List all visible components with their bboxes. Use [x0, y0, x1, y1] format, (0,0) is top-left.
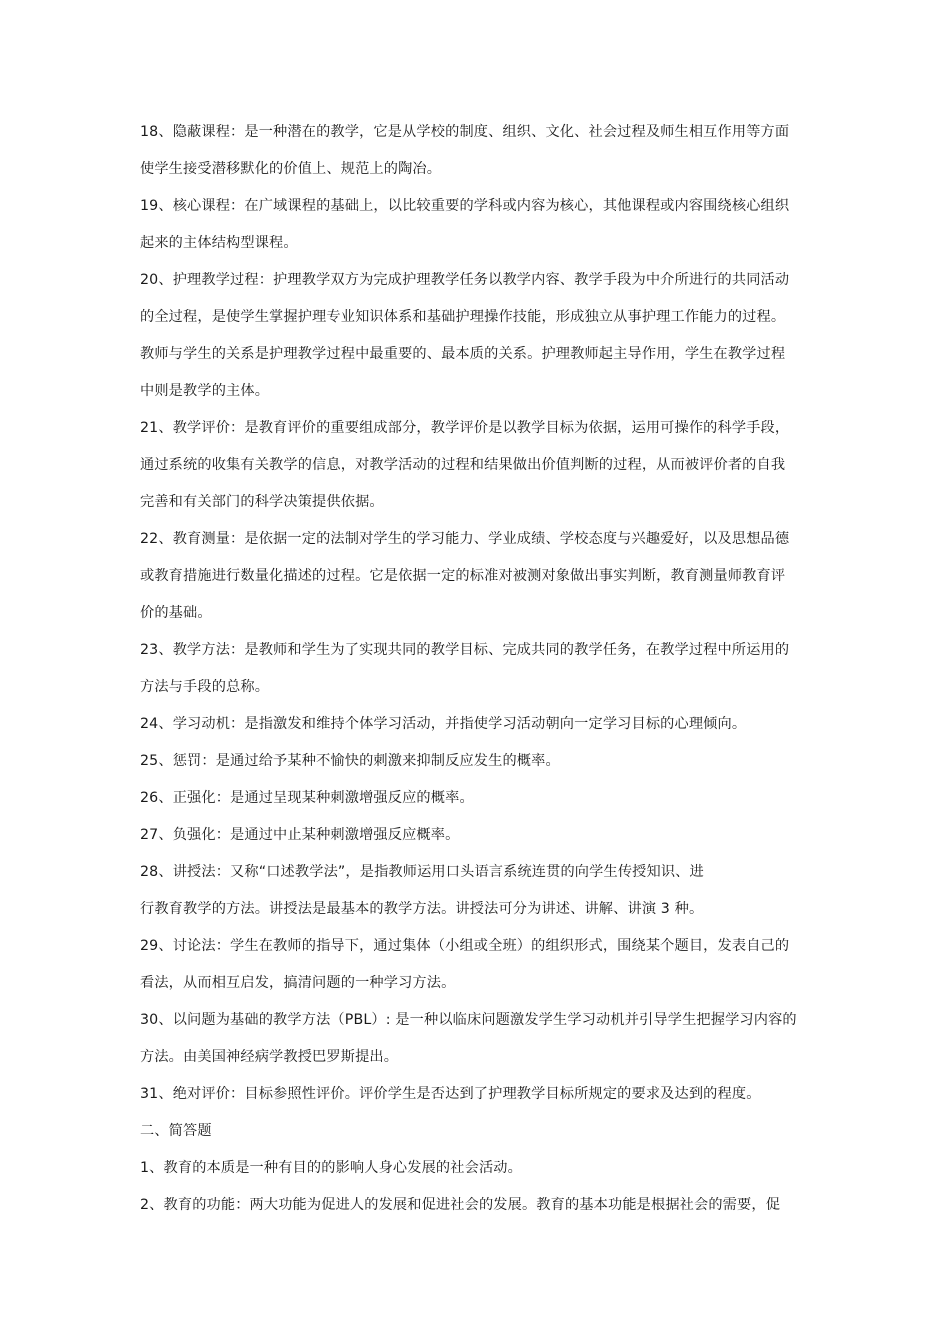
text-line: 行教育教学的方法。讲授法是最基本的教学方法。讲授法可分为讲述、讲解、讲演 3 种。 [140, 901, 704, 917]
text-line: 1、教育的本质是一种有目的的影响人身心发展的社会活动。 [140, 1160, 522, 1176]
document-body [140, 114, 816, 1224]
text-line: 25、惩罚：是通过给予某种不愉快的刺激来抑制反应发生的概率。 [140, 753, 560, 769]
text-line: 价的基础。 [140, 605, 212, 621]
text-line: 22、教育测量：是依据一定的法制对学生的学习能力、学业成绩、学校态度与兴趣爱好，以及思想品德 [140, 531, 790, 547]
text-line: 完善和有关部门的科学决策提供依据。 [140, 494, 384, 510]
text-line: 的全过程，是使学生掌握护理专业知识体系和基础护理操作技能，形成独立从事护理工作能力的过程。 [140, 309, 786, 325]
text-line: 2、教育的功能：两大功能为促进人的发展和促进社会的发展。教育的基本功能是根据社会的需要，促 [140, 1197, 781, 1213]
text-line: 29、讨论法：学生在教师的指导下，通过集体（小组或全班）的组织形式，围绕某个题目，发表自己的 [140, 938, 790, 954]
text-line: 起来的主体结构型课程。 [140, 235, 298, 251]
text-line: 通过系统的收集有关教学的信息，对教学活动的过程和结果做出价值判断的过程，从而被评价者的自我 [140, 457, 786, 473]
text-line: 21、教学评价：是教育评价的重要组成部分，教学评价是以教学目标为依据，运用可操作的科学手段， [140, 420, 790, 436]
text-line: 30、以问题为基础的教学方法（PBL）: 是一种以临床问题激发学生学习动机并引导学生把握学习内容的 [140, 1012, 797, 1028]
text-line: 24、学习动机：是指激发和维持个体学习活动，并指使学习活动朝向一定学习目标的心理倾向。 [140, 716, 747, 732]
text-line: 19、核心课程：在广域课程的基础上，以比较重要的学科或内容为核心，其他课程或内容围绕核心组织 [140, 198, 790, 214]
text-line: 看法，从而相互启发，搞清问题的一种学习方法。 [140, 975, 456, 991]
text-line: 方法与手段的总称。 [140, 679, 270, 695]
text-line: 或教育措施进行数量化描述的过程。它是依据一定的标准对被测对象做出事实判断，教育测量师教育评 [140, 568, 786, 584]
text-line: 28、讲授法：又称“口述教学法”，是指教师运用口头语言系统连贯的向学生传授知识、进 [140, 864, 704, 880]
text-line: 23、教学方法：是教师和学生为了实现共同的教学目标、完成共同的教学任务，在教学过程中所运用的 [140, 642, 790, 658]
text-line: 26、正强化：是通过呈现某种刺激增强反应的概率。 [140, 790, 474, 806]
section-heading: 二、简答题 [140, 1123, 212, 1139]
text-line: 使学生接受潜移默化的价值上、规范上的陶冶。 [140, 161, 442, 177]
text-line: 18、隐蔽课程：是一种潜在的教学，它是从学校的制度、组织、文化、社会过程及师生相互作用等方面 [140, 124, 790, 140]
text-line: 中则是教学的主体。 [140, 383, 270, 399]
text-line: 27、负强化：是通过中止某种刺激增强反应概率。 [140, 827, 460, 843]
text-line: 20、护理教学过程：护理教学双方为完成护理教学任务以教学内容、教学手段为中介所进行的共同活动 [140, 272, 790, 288]
text-line: 教师与学生的关系是护理教学过程中最重要的、最本质的关系。护理教师起主导作用，学生在教学过程 [140, 346, 786, 362]
text-line: 31、绝对评价：目标参照性评价。评价学生是否达到了护理教学目标所规定的要求及达到的程度。 [140, 1086, 761, 1102]
text-line: 方法。由美国神经病学教授巴罗斯提出。 [140, 1049, 399, 1065]
